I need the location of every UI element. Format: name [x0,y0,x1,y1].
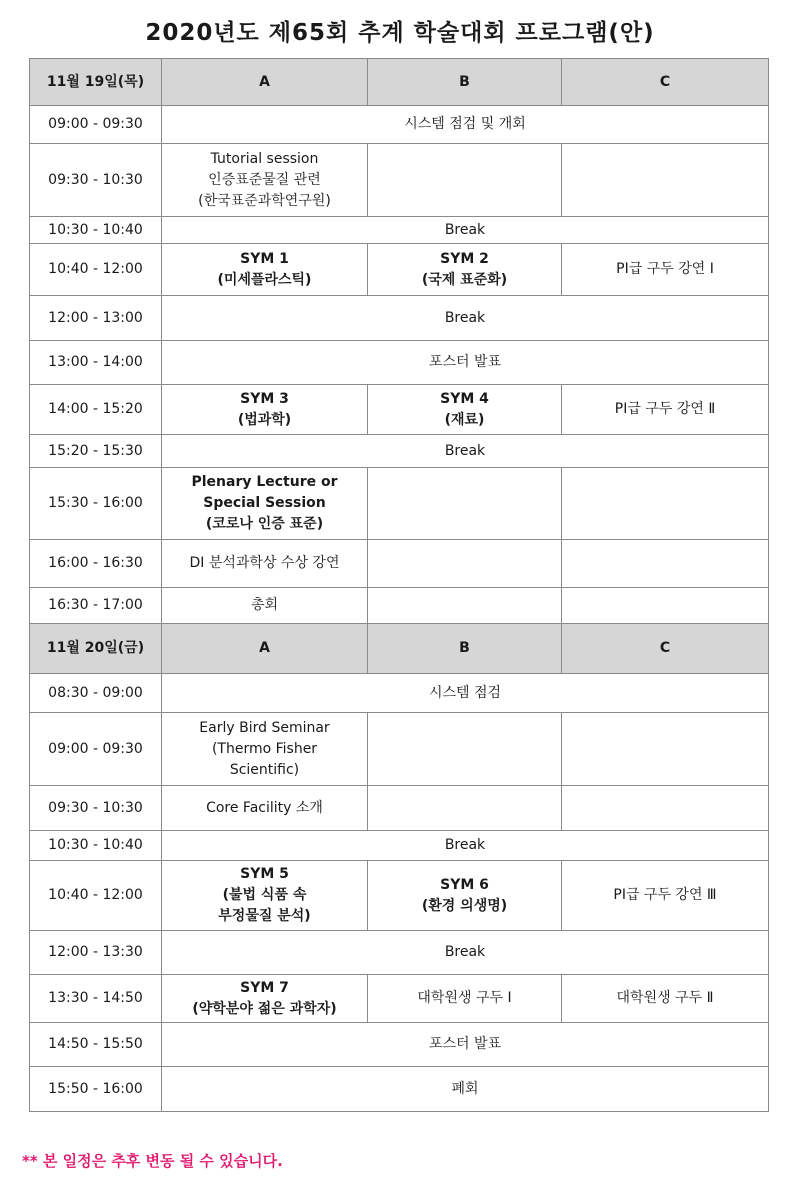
session-a-cell: Core Facility 소개 [162,786,368,831]
session-c-cell: 대학원생 구두 Ⅱ [562,975,769,1023]
table-row [30,588,769,624]
schedule-change-note: ** 본 일정은 추후 변동 될 수 있습니다. [22,1152,283,1170]
table-row [30,931,769,975]
time-cell: 13:30 - 14:50 [30,975,162,1023]
table-row [30,861,769,931]
time-cell: 10:40 - 12:00 [30,244,162,296]
schedule-table [29,58,769,1112]
time-cell: 15:20 - 15:30 [30,435,162,468]
span-cell: 포스터 발표 [162,341,769,385]
time-cell: 09:30 - 10:30 [30,144,162,217]
day2-col-c-header: C [562,624,769,674]
time-cell: 13:00 - 14:00 [30,341,162,385]
session-a-cell: Tutorial session 인증표준물질 관련 (한국표준과학연구원) [162,144,368,217]
time-cell: 12:00 - 13:00 [30,296,162,341]
table-row [30,975,769,1023]
session-b-cell [368,588,562,624]
day2-col-b-header: B [368,624,562,674]
table-row [30,296,769,341]
table-row [30,786,769,831]
day1-col-c-header: C [562,59,769,106]
span-cell: 시스템 점검 및 개회 [162,106,769,144]
session-c-cell: PI급 구두 강연 Ⅱ [562,385,769,435]
time-cell: 10:40 - 12:00 [30,861,162,931]
day2-col-a-header: A [162,624,368,674]
time-cell: 08:30 - 09:00 [30,674,162,713]
time-cell: 10:30 - 10:40 [30,217,162,244]
time-cell: 15:30 - 16:00 [30,468,162,540]
time-cell: 12:00 - 13:30 [30,931,162,975]
table-row [30,341,769,385]
time-cell: 09:00 - 09:30 [30,106,162,144]
session-a-cell: SYM 7 (약학분야 젊은 과학자) [162,975,368,1023]
day1-date-header: 11월 19일(목) [30,59,162,106]
day1-header-row [30,59,769,106]
session-a-cell: SYM 1 (미세플라스틱) [162,244,368,296]
time-cell: 09:30 - 10:30 [30,786,162,831]
span-cell: Break [162,296,769,341]
table-row [30,468,769,540]
table-row [30,106,769,144]
session-a-cell: Early Bird Seminar (Thermo Fisher Scientific) [162,713,368,786]
time-cell: 10:30 - 10:40 [30,831,162,861]
time-cell: 16:00 - 16:30 [30,540,162,588]
span-cell: 폐회 [162,1067,769,1112]
time-cell: 16:30 - 17:00 [30,588,162,624]
table-row [30,1067,769,1112]
table-row [30,385,769,435]
span-cell: Break [162,217,769,244]
table-row [30,217,769,244]
session-c-cell [562,144,769,217]
span-cell: Break [162,831,769,861]
time-cell: 14:50 - 15:50 [30,1023,162,1067]
day1-col-a-header: A [162,59,368,106]
time-cell: 09:00 - 09:30 [30,713,162,786]
session-b-cell [368,713,562,786]
session-a-cell: DI 분석과학상 수상 강연 [162,540,368,588]
session-a-cell: SYM 5 (불법 식품 속 부정물질 분석) [162,861,368,931]
session-b-cell: SYM 4 (재료) [368,385,562,435]
session-b-cell: SYM 2 (국제 표준화) [368,244,562,296]
session-c-cell [562,588,769,624]
session-b-cell [368,468,562,540]
table-row [30,713,769,786]
table-row [30,435,769,468]
session-c-cell [562,786,769,831]
table-row [30,540,769,588]
table-row [30,1023,769,1067]
time-cell: 14:00 - 15:20 [30,385,162,435]
span-cell: 시스템 점검 [162,674,769,713]
span-cell: Break [162,931,769,975]
session-a-cell: Plenary Lecture or Special Session (코로나 인증 표준) [162,468,368,540]
session-b-cell [368,144,562,217]
day2-header-row [30,624,769,674]
span-cell: 포스터 발표 [162,1023,769,1067]
page-title: 2020년도 제65회 추계 학술대회 프로그램(안) [145,20,655,46]
session-b-cell [368,786,562,831]
session-a-cell: 총회 [162,588,368,624]
session-c-cell [562,468,769,540]
session-b-cell: SYM 6 (환경 의생명) [368,861,562,931]
table-row [30,831,769,861]
table-row [30,674,769,713]
table-row [30,144,769,217]
session-a-cell: SYM 3 (법과학) [162,385,368,435]
day2-date-header: 11월 20일(금) [30,624,162,674]
span-cell: Break [162,435,769,468]
session-c-cell: PI급 구두 강연 Ⅰ [562,244,769,296]
session-b-cell [368,540,562,588]
session-b-cell: 대학원생 구두 Ⅰ [368,975,562,1023]
session-c-cell [562,713,769,786]
table-row [30,244,769,296]
time-cell: 15:50 - 16:00 [30,1067,162,1112]
session-c-cell [562,540,769,588]
day1-col-b-header: B [368,59,562,106]
session-c-cell: PI급 구두 강연 Ⅲ [562,861,769,931]
